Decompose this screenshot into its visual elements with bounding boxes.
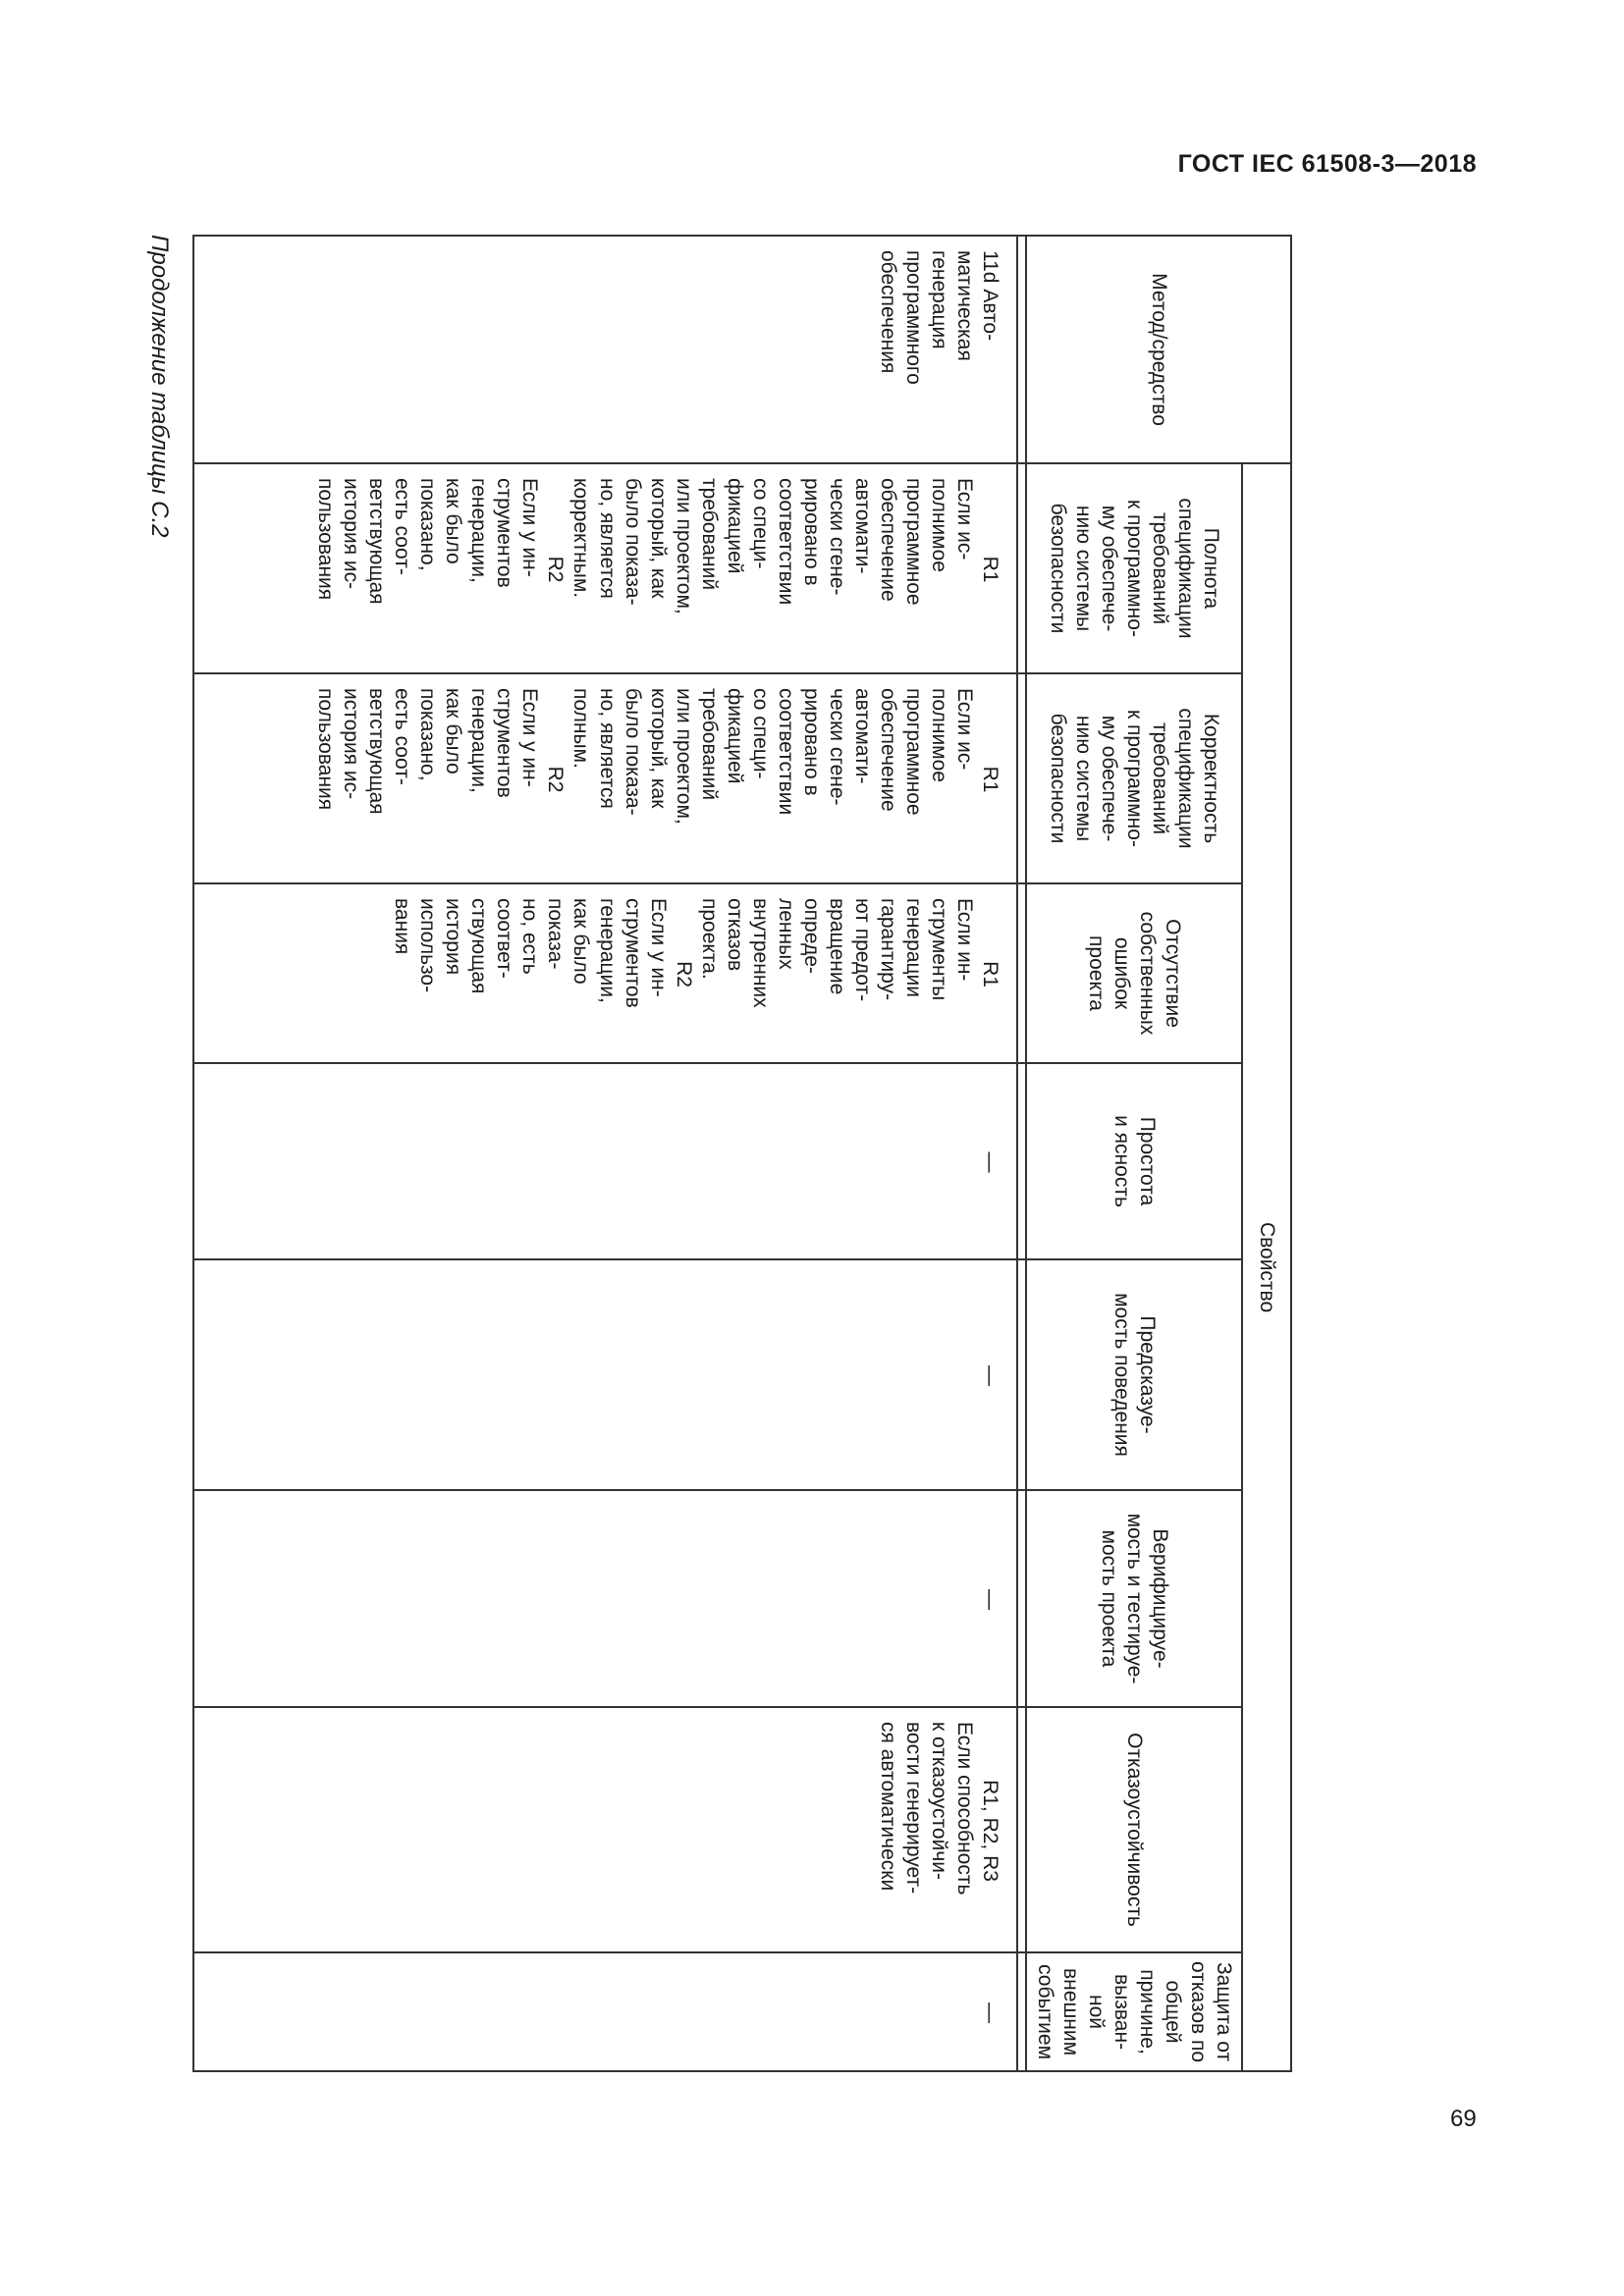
rating-code: R1 <box>979 556 1001 583</box>
properties-table <box>192 235 1292 2072</box>
cell-text: Если у ин- струментов генерации, как было показано, есть соот- ветствующая история ис- пользования <box>314 478 542 605</box>
column-header: Верифицируе- мость и тестируе- мость проекта <box>1026 1490 1242 1707</box>
rotated-table-block <box>146 235 1292 2070</box>
rating-code: R2 <box>544 766 568 793</box>
column-header: Отказоустойчивость <box>1026 1707 1242 1952</box>
cell-text: Если у ин- струментов генерации, как было показано, есть соот- ветствующая история ис- пользования <box>314 688 542 815</box>
property-header: Свойство <box>1242 463 1291 2071</box>
cell-text: Если способность к отказоустойчи- вости генерирует- ся автоматически <box>876 1722 976 1896</box>
common-cause-cell: — <box>193 1952 1017 2071</box>
column-header: Простота и ясность <box>1026 1063 1242 1259</box>
column-header: Корректность спецификации требований к программно- му обеспече- нию системы безопасности <box>1026 673 1242 883</box>
simplicity-cell: — <box>193 1063 1017 1259</box>
freedom-from-faults-cell <box>193 883 1017 1063</box>
rating-code: R1 <box>979 766 1001 793</box>
table-row <box>193 236 1017 2071</box>
method-cell: 11d Авто- матическая генерация программного обеспечения <box>193 236 1017 463</box>
column-header: Отсутствие собственных ошибок проекта <box>1026 883 1242 1063</box>
column-header: Защита от отказов по общей причине, вызван- ной внешним событием <box>1026 1952 1242 2071</box>
rating-code: R2 <box>544 556 568 583</box>
page-number: 69 <box>1450 2106 1477 2132</box>
fault-tolerance-cell <box>193 1707 1017 1952</box>
method-header: Метод/средство <box>1026 236 1291 463</box>
column-header: Предсказуе- мость поведения <box>1026 1259 1242 1490</box>
completeness-cell <box>193 463 1017 673</box>
predictability-cell: — <box>193 1259 1017 1490</box>
rating-code: R1 <box>979 961 1001 988</box>
cell-text: Если у ин- струментов генерации, как было показа- но, есть соответ- ствующая история использо- вания <box>391 898 670 1008</box>
verifiability-cell: — <box>193 1490 1017 1707</box>
column-header: Полнота спецификации требований к программно- му обеспече- нию системы безопасности <box>1026 463 1242 673</box>
correctness-cell <box>193 673 1017 883</box>
rating-code: R2 <box>672 961 695 988</box>
standard-code: ГОСТ IEC 61508-3—2018 <box>1177 150 1477 178</box>
cell-text: Если ис- полнимое программное обеспечение автомати- чески сгене- рировано в соответствии со специ- фикацией требований или проектом, который, как было показа- но, является корректным. <box>569 478 976 614</box>
rating-code: R1, R2, R3 <box>979 1780 1001 1882</box>
cell-text: Если ис- полнимое программное обеспечение автомати- чески сгене- рировано в соответствии со специ- фикацией требований или проектом, который, как было показа- но, является полным. <box>569 688 976 825</box>
table-caption: Продолжение таблицы С.2 <box>146 235 173 538</box>
cell-text: Если ин- струменты генерации гарантиру- ют предот- вращение опреде- ленных внутренних отказов проекта. <box>697 898 976 1008</box>
